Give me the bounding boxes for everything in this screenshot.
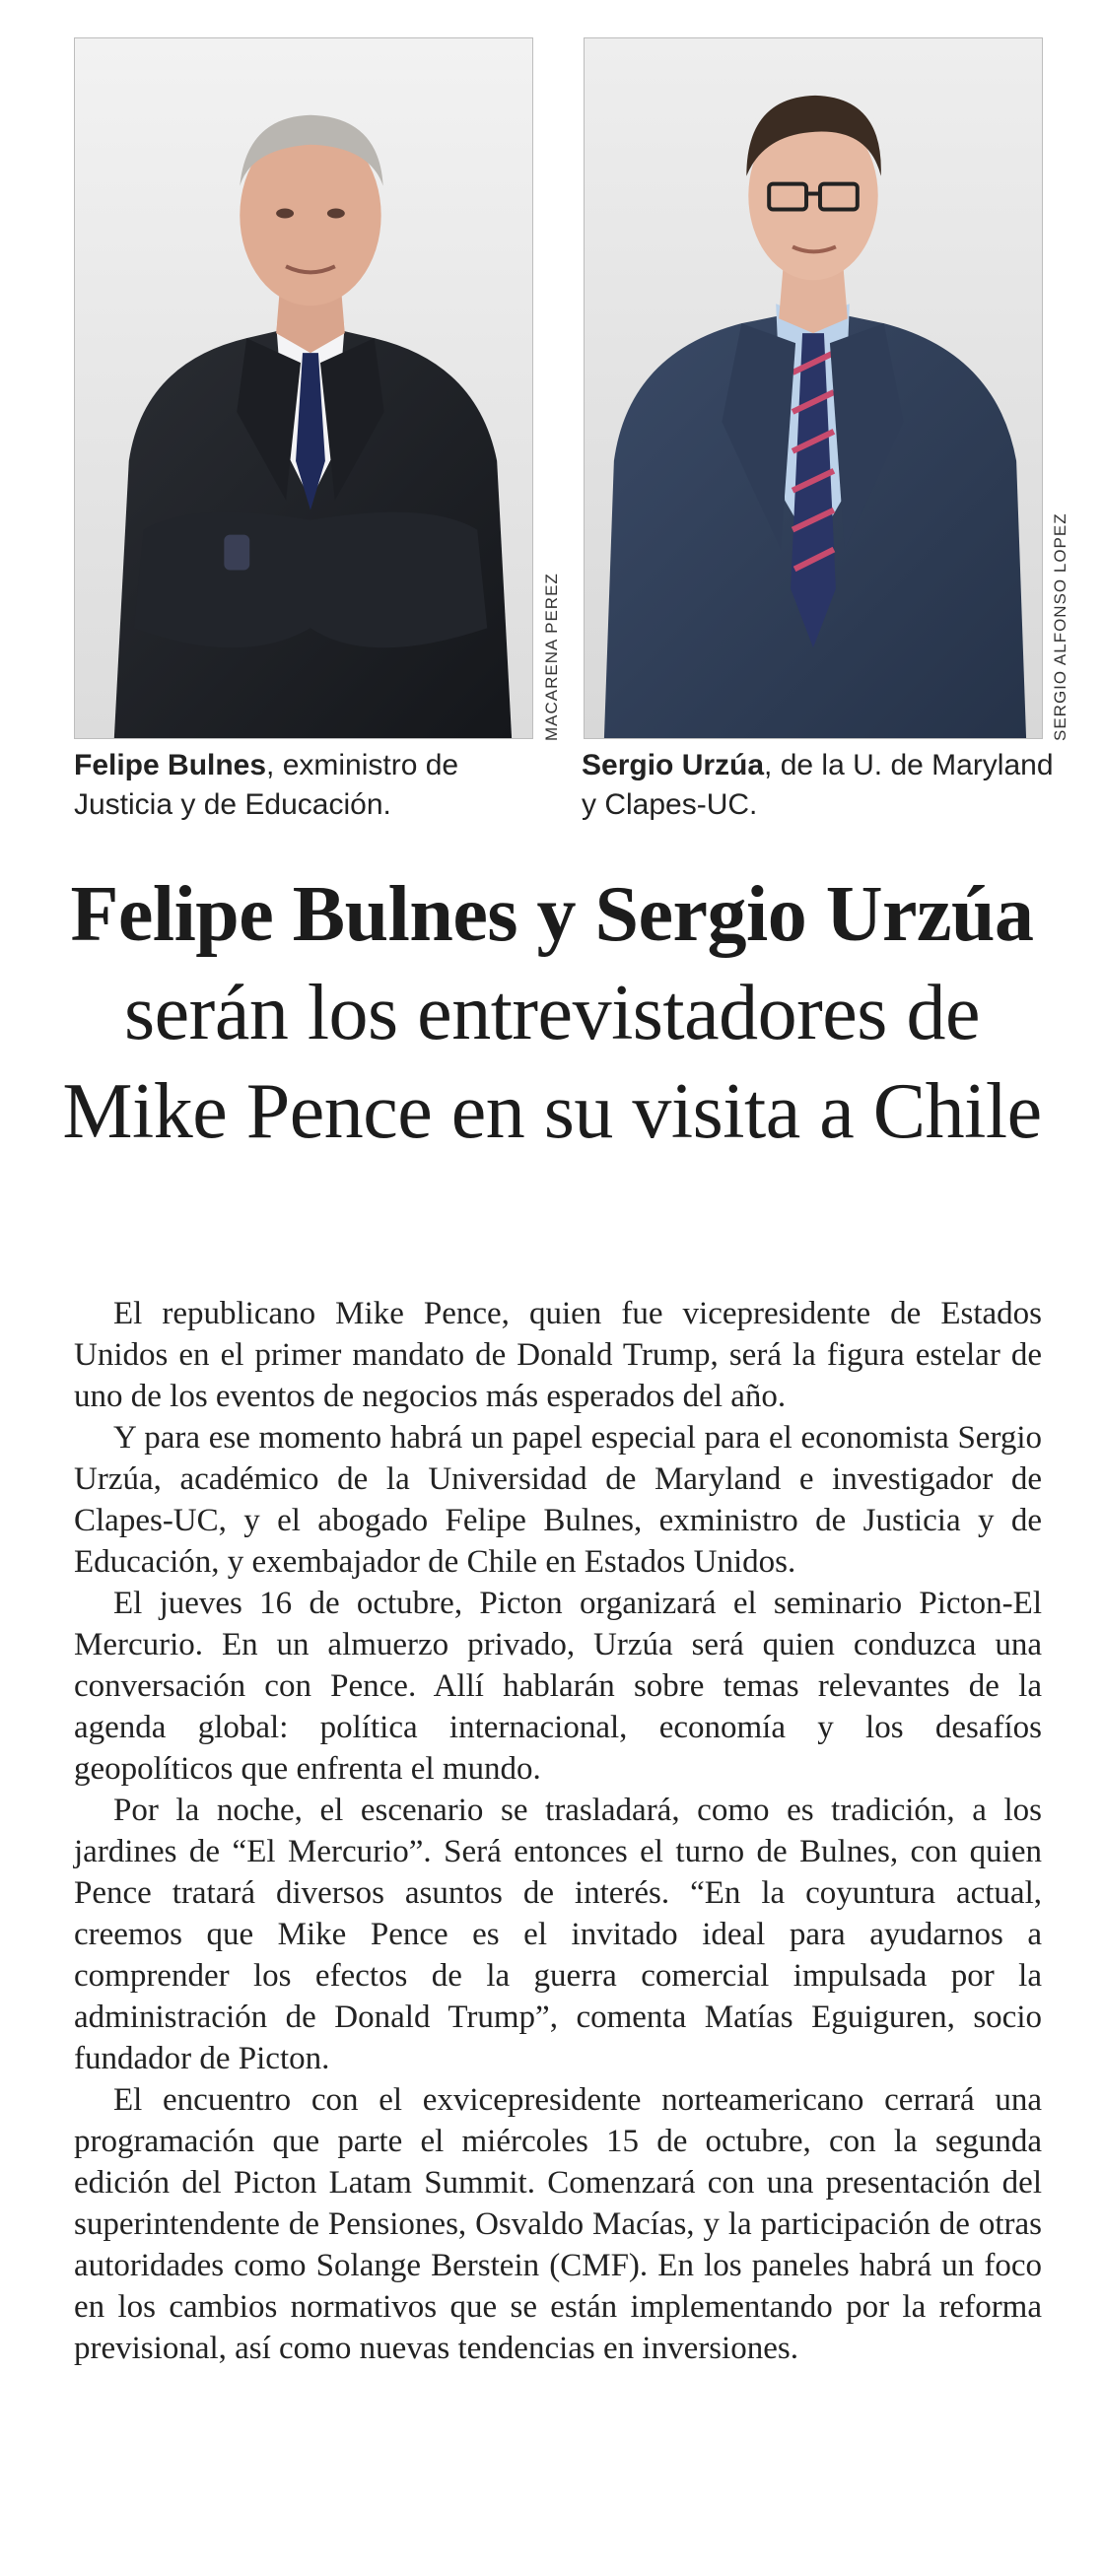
- caption-text: , exministro de Justicia y de Educación.: [74, 749, 459, 821]
- photo-credit-left: MACARENA PEREZ: [542, 573, 561, 741]
- headline-bold: Felipe Bulnes y Sergio Urzúa: [70, 871, 1034, 958]
- article-paragraph: El encuentro con el exvicepresidente norteamericano cerrará una programación que parte el miércoles 15 de octubre, con la segunda edición del Picton Latam Summit. Comenzará con una presentación del superintendente de Pensiones, Osvaldo Macías, y la participación de otras autoridades como Solange Berstein (CMF). En los paneles habrá un foco en los cambios normativos que se están implementando por la reforma previsional, así como nuevas tendencias en inversiones.: [74, 2082, 1042, 2366]
- caption-name: Felipe Bulnes: [74, 749, 267, 781]
- caption-text: , de la U. de Maryland y Clapes-UC.: [582, 749, 1054, 821]
- portrait-photo-felipe-bulnes: [74, 37, 533, 739]
- caption-name: Sergio Urzúa: [582, 749, 765, 781]
- article-paragraph: El jueves 16 de octubre, Picton organizará el seminario Picton-El Mercurio. En un almuerzo privado, Urzúa será quien conduzca una conversación con Pence. Allí hablarán sobre temas relevantes de la agenda global: política internacional, economía y los desafíos geopolíticos que enfrenta el mundo.: [74, 1586, 1042, 1787]
- article-body: [74, 1293, 1042, 2369]
- headline: [39, 865, 1065, 1161]
- portrait-photo-sergio-urzua: [584, 37, 1043, 739]
- portrait-illustration: [75, 38, 532, 738]
- caption-left: [74, 746, 547, 825]
- headline-rest: serán los entrevistadores de Mike Pence en su visita a Chile: [62, 970, 1042, 1155]
- article-paragraph: Por la noche, el escenario se trasladará, como es tradición, a los jardines de “El Mercurio”. Será entonces el turno de Bulnes, con quien Pence tratará diversos asuntos de interés. “En la coyuntura actual, creemos que Mike Pence es el invitado ideal para ayudarnos a comprender los efectos de la guerra comercial impulsada por la administración de Donald Trump”, comenta Matías Eguiguren, socio fundador de Picton.: [74, 1793, 1042, 2076]
- portrait-illustration: [585, 38, 1042, 738]
- photo-credit-right: SERGIO ALFONSO LOPEZ: [1051, 512, 1069, 741]
- article-paragraph: Y para ese momento habrá un papel especial para el economista Sergio Urzúa, académico de la Universidad de Maryland e investigador de Clapes-UC, y el abogado Felipe Bulnes, exministro de Justicia y de Educación, y exembajador de Chile en Estados Unidos.: [74, 1420, 1042, 1580]
- caption-right: [582, 746, 1055, 825]
- article-paragraph: El republicano Mike Pence, quien fue vicepresidente de Estados Unidos en el primer mandato de Donald Trump, será la figura estelar de uno de los eventos de negocios más esperados del año.: [74, 1296, 1042, 1414]
